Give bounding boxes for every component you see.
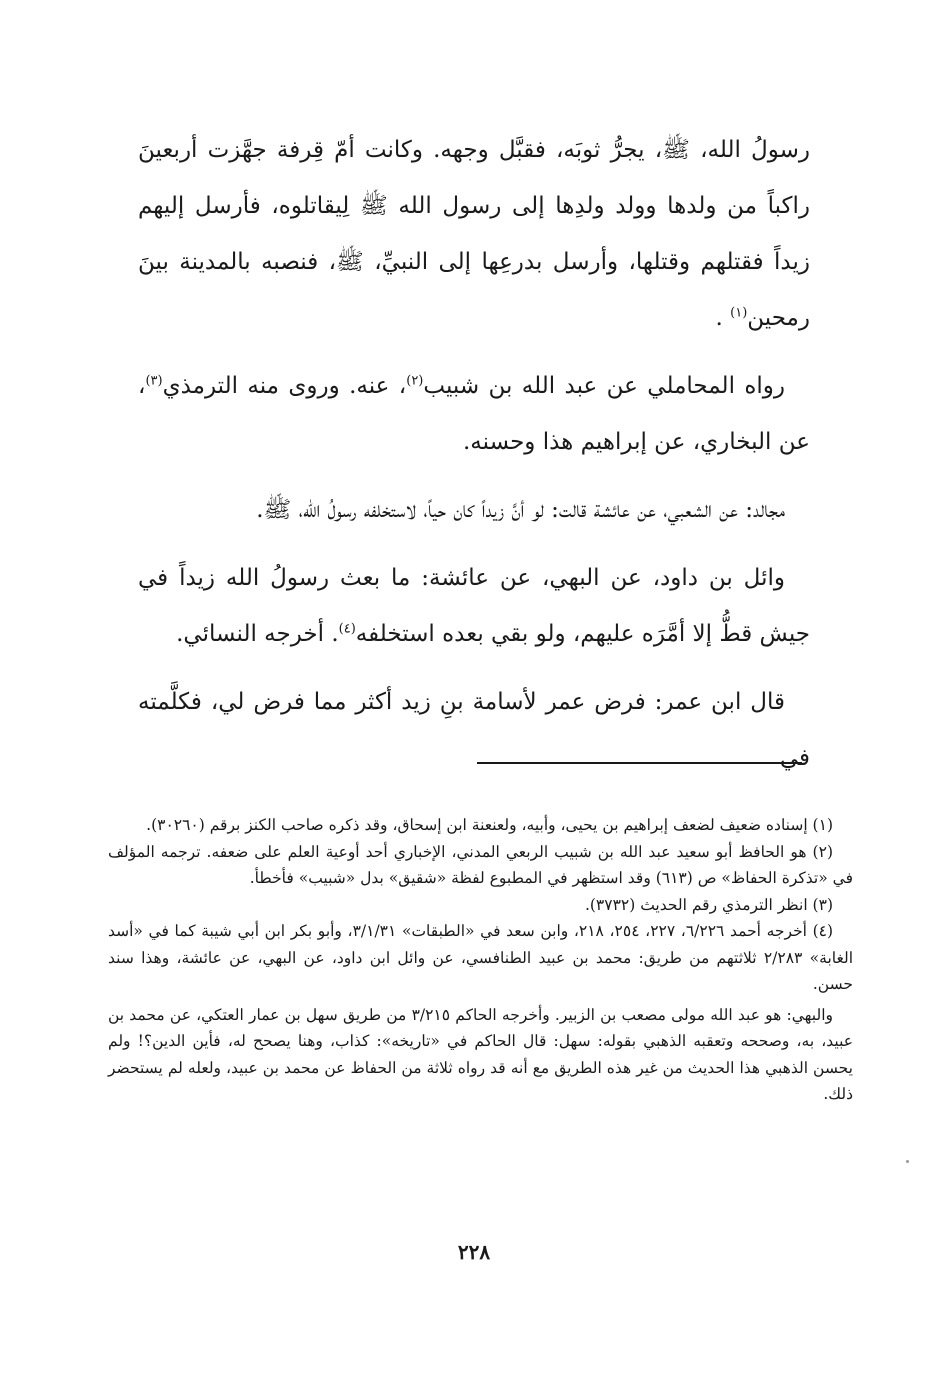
paragraph-2-text-b: ، عنه. وروى منه الترمذي [162,373,407,399]
paragraph-2-text-a: رواه المحاملي عن عبد الله بن شبيب [423,373,786,399]
footnote-ref-4: (٤) [338,621,356,637]
paragraph-2-text-c: ، عن البخاري، عن إبراهيم هذا وحسنه. [138,373,810,455]
paragraph-4 [138,550,810,662]
footnote-2: (٢) هو الحافظ أبو سعيد عبد الله بن شبيب الربعي المدني، الإخباري أحد أوعية العلم على ضعفه. ترجمه المؤلف في «تذكرة الحفاظ» ص (٦١٣) وقد استظهر في المطبوع لفظة «شقيق» بدل «شبيب» فأخطأ. [108,842,853,887]
footnote-1: (١) إسناده ضعيف لضعف إبراهيم بن يحيى، وأبيه، ولعنعنة ابن إسحاق، وقد ذكره صاحب الكنز برقم (٣٠٢٦٠). [146,816,833,834]
footnote-ref-3: (٣) [145,373,163,389]
footnote-ref-1: (١) [730,305,748,321]
paragraph-3: مجالد: عن الشعبي، عن عائشة قالت: لو أنَّ زيداً كان حياً، لاستخلفه رسولُ الله، ﷺ. [256,497,785,523]
footnote-ref-2: (٢) [406,373,424,389]
main-text [138,122,810,786]
scan-speck [906,1160,909,1163]
footnote-3: (٣) انظر الترمذي رقم الحديث (٣٧٣٢). [584,895,833,914]
footnote-separator [477,762,802,764]
footnote-4: (٤) أخرجه أحمد ٦/٢٢٦، ٢٢٧، ٢٥٤، ٢١٨، وابن سعد في «الطبقات» ٣/١/٣١، وأبو بكر ابن أبي شيبة كما في «أسد الغابة» ٢/٢٨٣ ثلاثتهم من طريق: محمد بن عبيد الطنافسي، عن وائل ابن داود، عن البهي، عن عائشة، وهذا سند حسن. [108,922,854,993]
paragraph-2 [138,358,810,470]
paragraph-1 [138,122,810,346]
paragraph-1-text: رسولُ الله، ﷺ، يجرُّ ثوبَه، فقبَّل وجهه. وكانت أمّ قِرفة جهَّزت أربعينَ راكباً من ولدها وولد ولدِها إلى رسول الله ﷺ لِيقاتلوه، فأرسل إليهم زيداً فقتلهم وقتلها، وأرسل بدرعِها إلى النبيِّ، ﷺ، فنصبه بالمدينة بينَ رمحين [138,137,810,331]
footnote-4-continuation: والبهي: هو عبد الله مولى مصعب بن الزبير. وأخرجه الحاكم ٣/٢١٥ من طريق سهل بن عمار العتكي، عن محمد بن عبيد، به، وصححه وتعقبه الذهبي بقوله: سهل: قال الحاكم في «تاريخه»: كذاب، وهنا يصحح له، فأين الدين؟! ولم يحسن الذهبي هذا الحديث من غير هذه الطريق مع أنه قد رواه ثلاثة من الحفاظ عن محمد بن عبيد، ولعله لم يستحضر ذلك. [108,1005,853,1103]
paragraph-4-end: . أخرجه النسائي. [176,621,339,647]
paragraph-1-end: . [715,305,731,331]
page-number: ٢٢٨ [457,1240,491,1264]
footnotes [108,812,853,1108]
paragraph-4-text: وائل بن داود، عن البهي، عن عائشة: ما بعث رسولُ الله زيداً في جيش قطُّ إلا أمَّرَه عليهم، ولو بقي بعده استخلفه [138,565,810,647]
paragraph-5: قال ابن عمر: فرض عمر لأسامة بنِ زيد أكثر مما فرض لي، فكلَّمته في [138,689,810,771]
